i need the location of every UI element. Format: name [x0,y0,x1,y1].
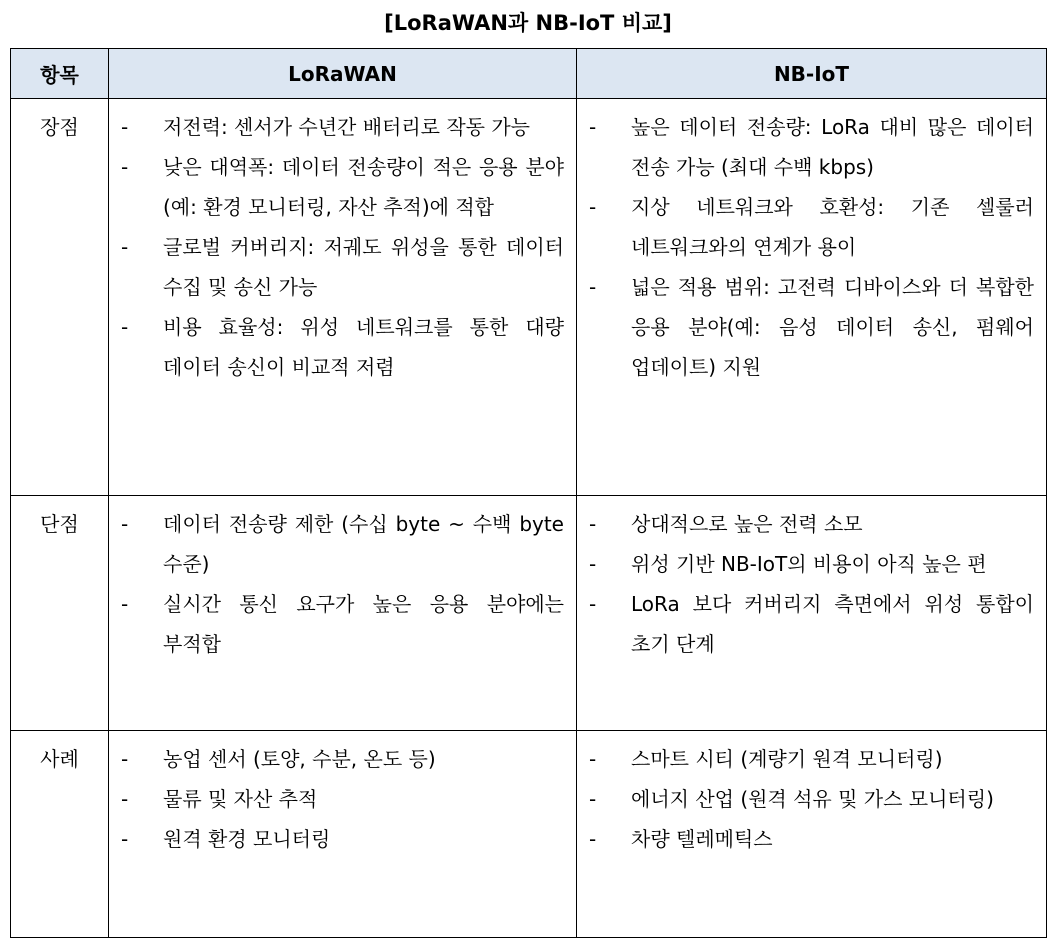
bullet-dash: - [589,195,597,219]
row-label-disadvantages: 단점 [11,496,109,731]
bullet-dash: - [589,592,597,616]
bullet-dash: - [121,747,129,771]
advantages-lorawan-cell [109,99,577,496]
bullet-dash: - [121,592,129,616]
list-item: - 농업 센서 (토양, 수분, 온도 등) [117,739,564,779]
list-item: - 원격 환경 모니터링 [117,819,564,859]
list-item: - 스마트 시티 (계량기 원격 모니터링) [585,739,1034,779]
list-item: - 차량 텔레메틱스 [585,819,1034,859]
bullet-dash: - [121,787,129,811]
list-item: - 넓은 적용 범위: 고전력 디바이스와 더 복합한 응용 분야(예: 음성 데이터 송신, 펌웨어 업데이트) 지원 [585,267,1034,387]
list-item: - 데이터 전송량 제한 (수십 byte ~ 수백 byte 수준) [117,504,564,584]
list-item: - 낮은 대역폭: 데이터 전송량이 적은 응용 분야(예: 환경 모니터링, 자산 추적)에 적합 [117,147,564,227]
bullet-dash: - [121,235,129,259]
bullet-dash: - [121,827,129,851]
use-cases-nbiot-cell [577,731,1047,938]
table-header-row [11,49,1047,99]
bullet-dash: - [589,552,597,576]
header-lorawan: LoRaWAN [109,49,577,99]
bullet-dash: - [589,512,597,536]
disadvantages-nbiot-cell [577,496,1047,731]
header-nbiot: NB-IoT [577,49,1047,99]
list-item: - 에너지 산업 (원격 석유 및 가스 모니터링) [585,779,1034,819]
bullet-dash: - [589,115,597,139]
comparison-table [10,48,1047,938]
bullet-dash: - [589,787,597,811]
table-row-disadvantages [11,496,1047,731]
bullet-dash: - [121,155,129,179]
list-item: - LoRa 보다 커버리지 측면에서 위성 통합이 초기 단계 [585,584,1034,664]
bullet-dash: - [589,275,597,299]
disadvantages-lorawan-cell [109,496,577,731]
document-title: [LoRaWAN과 NB-IoT 비교] [384,11,672,35]
advantages-nbiot-cell [577,99,1047,496]
list-item: - 물류 및 자산 추적 [117,779,564,819]
bullet-dash: - [121,315,129,339]
list-item: - 저전력: 센서가 수년간 배터리로 작동 가능 [117,107,564,147]
list-item: - 글로벌 커버리지: 저궤도 위성을 통한 데이터 수집 및 송신 가능 [117,227,564,307]
list-item: - 지상 네트워크와 호환성: 기존 셀룰러 네트워크와의 연계가 용이 [585,187,1034,267]
bullet-dash: - [121,115,129,139]
bullet-dash: - [121,512,129,536]
use-cases-lorawan-cell [109,731,577,938]
table-row-use-cases [11,731,1047,938]
table-row-advantages [11,99,1047,496]
row-label-advantages: 장점 [11,99,109,496]
list-item: - 위성 기반 NB-IoT의 비용이 아직 높은 편 [585,544,1034,584]
bullet-dash: - [589,747,597,771]
header-item: 항목 [11,49,109,99]
bullet-dash: - [589,827,597,851]
list-item: - 높은 데이터 전송량: LoRa 대비 많은 데이터 전송 가능 (최대 수백 kbps) [585,107,1034,187]
row-label-use-cases: 사례 [11,731,109,938]
list-item: - 상대적으로 높은 전력 소모 [585,504,1034,544]
list-item: - 비용 효율성: 위성 네트워크를 통한 대량 데이터 송신이 비교적 저렴 [117,307,564,387]
list-item: - 실시간 통신 요구가 높은 응용 분야에는 부적합 [117,584,564,664]
